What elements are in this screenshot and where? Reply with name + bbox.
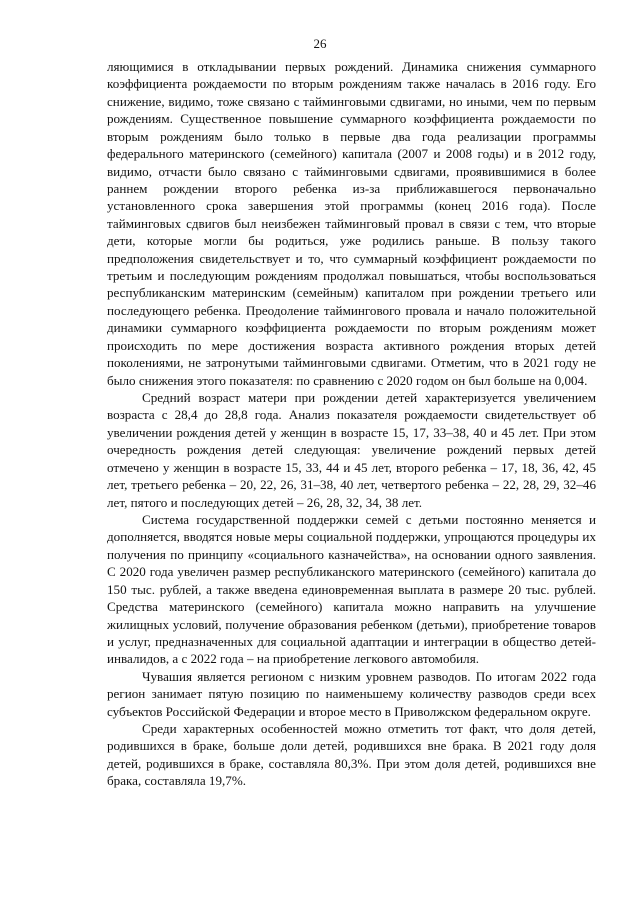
- body-text: [107, 58, 596, 790]
- paragraph-1: ляющимися в откладывании первых рождений. Динамика снижения суммарного коэффициента рождаемости по вторым рождениям также началась в 2016 году. Его снижение, видимо, тоже связано с тайминговыми сдвигами, но иными, чем по первым рождениям. Существенное повышение суммарного коэффициента рождаемости по вторым рождениям было только в первые два года реализации программы федерального материнского (семейного) капитала (2007 и 2008 годы) и в 2012 году, видимо, отчасти было связано с тайминговыми сдвигами, проявившимися в более раннем рождении второго ребенка из-за приближавшегося первоначально установленного срока завершения этой программы (конец 2016 года). После тайминговых сдвигов был неизбежен тайминговый провал в связи с тем, что вторые дети, которые могли бы родиться, уже родились раньше. В пользу такого предположения свидетельствует и то, что суммарный коэффициент рождаемости по третьим и последующим рождениям продолжал повышаться, чтобы воспользоваться республиканским материнским (семейным) капиталом при рождении третьего или последующего ребенка. Преодоление таймингового провала и начало положительной динамики суммарного коэффициента рождаемости по вторым рождениям может происходить по мере достижения возраста активного рождения вторых детей поколениями, не затронутыми тайминговыми сдвигами. Отметим, что в 2021 году не было снижения этого показателя: по сравнению с 2020 годом он был больше на 0,004.: [107, 59, 596, 388]
- paragraph-5: Среди характерных особенностей можно отметить тот факт, что доля детей, родившихся в браке, больше доли детей, родившихся вне брака. В 2021 году доля детей, родившихся в браке, составляла 80,3%. При этом доля детей, родившихся вне брака, составляла 19,7%.: [107, 721, 596, 789]
- paragraph-4: Чувашия является регионом с низким уровнем разводов. По итогам 2022 года регион занимает пятую позицию по наименьшему количеству разводов среди всех субъектов Российской Федерации и второе место в Приволжском федеральном округе.: [107, 668, 596, 719]
- paragraph-2: Средний возраст матери при рождении детей характеризуется увеличением возраста с 28,4 до 28,8 года. Анализ показателя рождаемости свидетельствует об увеличении рождения детей у женщин в возрасте 15, 17, 33–38, 40 и 45 лет. При этом очередность рождения детей следующая: увеличение рождений первых детей отмечено у женщин в возрасте 15, 33, 44 и 45 лет, второго ребенка – 17, 18, 36, 42, 45 лет, третьего ребенка – 20, 22, 26, 31–38, 40 лет, четвертого ребенка – 22, 28, 29, 32–46 лет, пятого и последующих детей – 26, 28, 32, 34, 38 лет.: [107, 390, 596, 510]
- page-number: 26: [313, 36, 327, 51]
- paragraph-3: Система государственной поддержки семей с детьми постоянно меняется и дополняется, вводятся новые меры социальной поддержки, упрощаются процедуры их получения по принципу «социального казначейства», на основании одного заявления. С 2020 года увеличен размер республиканского материнского (семейного) капитала до 150 тыс. рублей, а также введена единовременная выплата в размере 20 тыс. рублей. Средства материнского (семейного) капитала можно направить на улучшение жилищных условий, получение образования ребенком (детьми), приобретение товаров и услуг, предназначенных для социальной адаптации и интеграции в общество детей-инвалидов, а с 2022 года – на приобретение легкового автомобиля.: [107, 511, 596, 667]
